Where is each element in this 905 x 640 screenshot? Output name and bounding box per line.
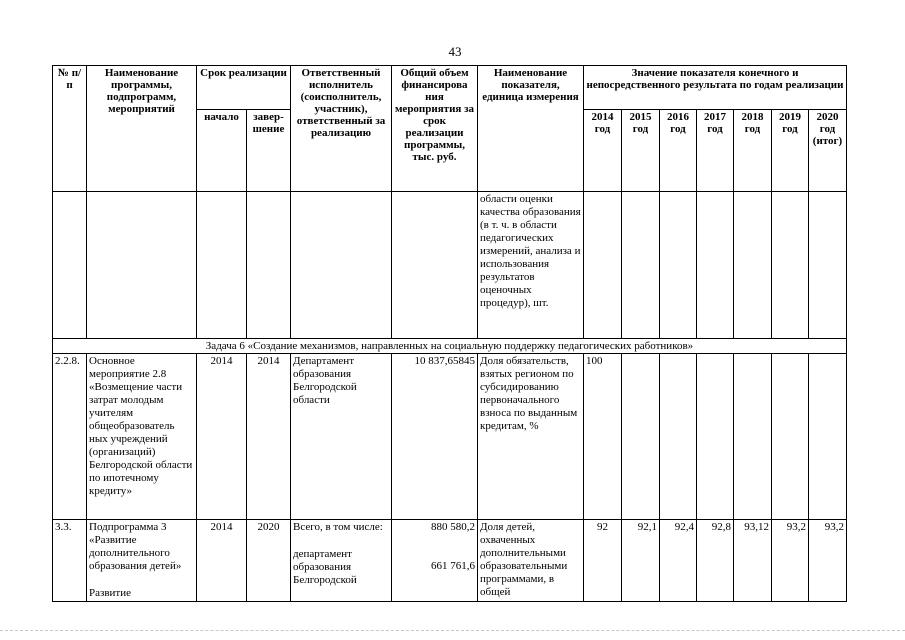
header-year-2019: 2019 год <box>772 110 809 192</box>
header-year-2016: 2016 год <box>660 110 697 192</box>
cell-financing: 10 837,65845 <box>392 354 478 520</box>
cell-empty <box>660 192 697 339</box>
cell-value-2015: 92,1 <box>622 520 660 602</box>
cell-empty <box>392 192 478 339</box>
table-row-task <box>53 339 847 354</box>
table-row-continuation <box>53 192 847 339</box>
cell-value-2016 <box>660 354 697 520</box>
header-values-title: Значение показателя конечного и непосредственного результата по годам реализации <box>584 66 847 110</box>
cell-value-2020: 93,2 <box>809 520 847 602</box>
cell-value-2014: 92 <box>584 520 622 602</box>
cell-name: Основное мероприятие 2.8 «Возмещение части затрат молодым учителям общеобразователь ных учреждений (организаций) Белгородской области по ипотечному кредиту» <box>87 354 197 520</box>
header-year-2018: 2018 год <box>734 110 772 192</box>
header-responsible: Ответственный исполнитель (соисполнитель, участник), ответственный за реализацию <box>291 66 392 192</box>
cell-financing-total: 880 580,2 <box>431 521 475 533</box>
cell-name <box>87 520 197 602</box>
cell-responsible <box>291 520 392 602</box>
header-year-2017: 2017 год <box>697 110 734 192</box>
cell-empty <box>622 192 660 339</box>
cell-empty <box>697 192 734 339</box>
header-year-2020: 2020 год (итог) <box>809 110 847 192</box>
cell-responsible: Департамент образования Белгородской области <box>291 354 392 520</box>
header-num: № п/п <box>53 66 87 192</box>
task-title: Задача 6 «Создание механизмов, направленных на социальную поддержку педагогических работников» <box>53 339 847 354</box>
cell-indicator: Доля детей, охваченных дополнительными образовательными программами, в общей <box>478 520 584 602</box>
cell-end: 2020 <box>247 520 291 602</box>
header-end: завер-шение <box>247 110 291 192</box>
program-table <box>52 65 847 602</box>
cell-value-2014: 100 <box>584 354 622 520</box>
table-row-2-2-8 <box>53 354 847 520</box>
cell-empty <box>247 192 291 339</box>
cell-financing <box>392 520 478 602</box>
cell-value-2016: 92,4 <box>660 520 697 602</box>
header-term: Срок реализации <box>197 66 291 110</box>
cell-value-2019 <box>772 354 809 520</box>
cell-empty <box>53 192 87 339</box>
cell-empty <box>197 192 247 339</box>
table-row-3-3 <box>53 520 847 602</box>
header-name: Наименование программы, подпрограмм, мероприятий <box>87 66 197 192</box>
cell-value-2017 <box>697 354 734 520</box>
cell-value-2015 <box>622 354 660 520</box>
cell-empty <box>772 192 809 339</box>
cell-value-2018: 93,12 <box>734 520 772 602</box>
header-start: начало <box>197 110 247 192</box>
cell-empty <box>87 192 197 339</box>
cell-indicator: области оценки качества образования (в т. ч. в области педагогических измерений, анализа и использования результатов оценочных процедур), шт. <box>478 192 584 339</box>
cell-name-main: Подпрограмма 3 «Развитие дополнительного образования детей» <box>89 521 182 572</box>
cell-value-2020 <box>809 354 847 520</box>
cell-empty <box>734 192 772 339</box>
scan-artifact-line <box>0 630 905 632</box>
cell-value-2018 <box>734 354 772 520</box>
header-row <box>53 66 847 110</box>
cell-responsible-dept: департамент образования Белгородской <box>293 548 357 586</box>
cell-start: 2014 <box>197 520 247 602</box>
header-year-2014: 2014 год <box>584 110 622 192</box>
cell-empty <box>291 192 392 339</box>
cell-num: 3.3. <box>53 520 87 602</box>
cell-financing-dept: 661 761,6 <box>431 560 475 572</box>
cell-end: 2014 <box>247 354 291 520</box>
cell-responsible-total: Всего, в том числе: <box>293 521 383 533</box>
cell-start: 2014 <box>197 354 247 520</box>
header-financing: Общий объем финансирова ния мероприятия за срок реализации программы, тыс. руб. <box>392 66 478 192</box>
cell-empty <box>584 192 622 339</box>
cell-num: 2.2.8. <box>53 354 87 520</box>
header-indicator: Наименование показателя, единица измерения <box>478 66 584 192</box>
cell-indicator: Доля обязательств, взятых регионом по субсидированию первоначального взноса по выданным кредитам, % <box>478 354 584 520</box>
header-year-2015: 2015 год <box>622 110 660 192</box>
cell-value-2019: 93,2 <box>772 520 809 602</box>
page-number: 43 <box>448 44 462 59</box>
cell-value-2017: 92,8 <box>697 520 734 602</box>
cell-name-sub: Развитие <box>89 587 132 599</box>
cell-empty <box>809 192 847 339</box>
